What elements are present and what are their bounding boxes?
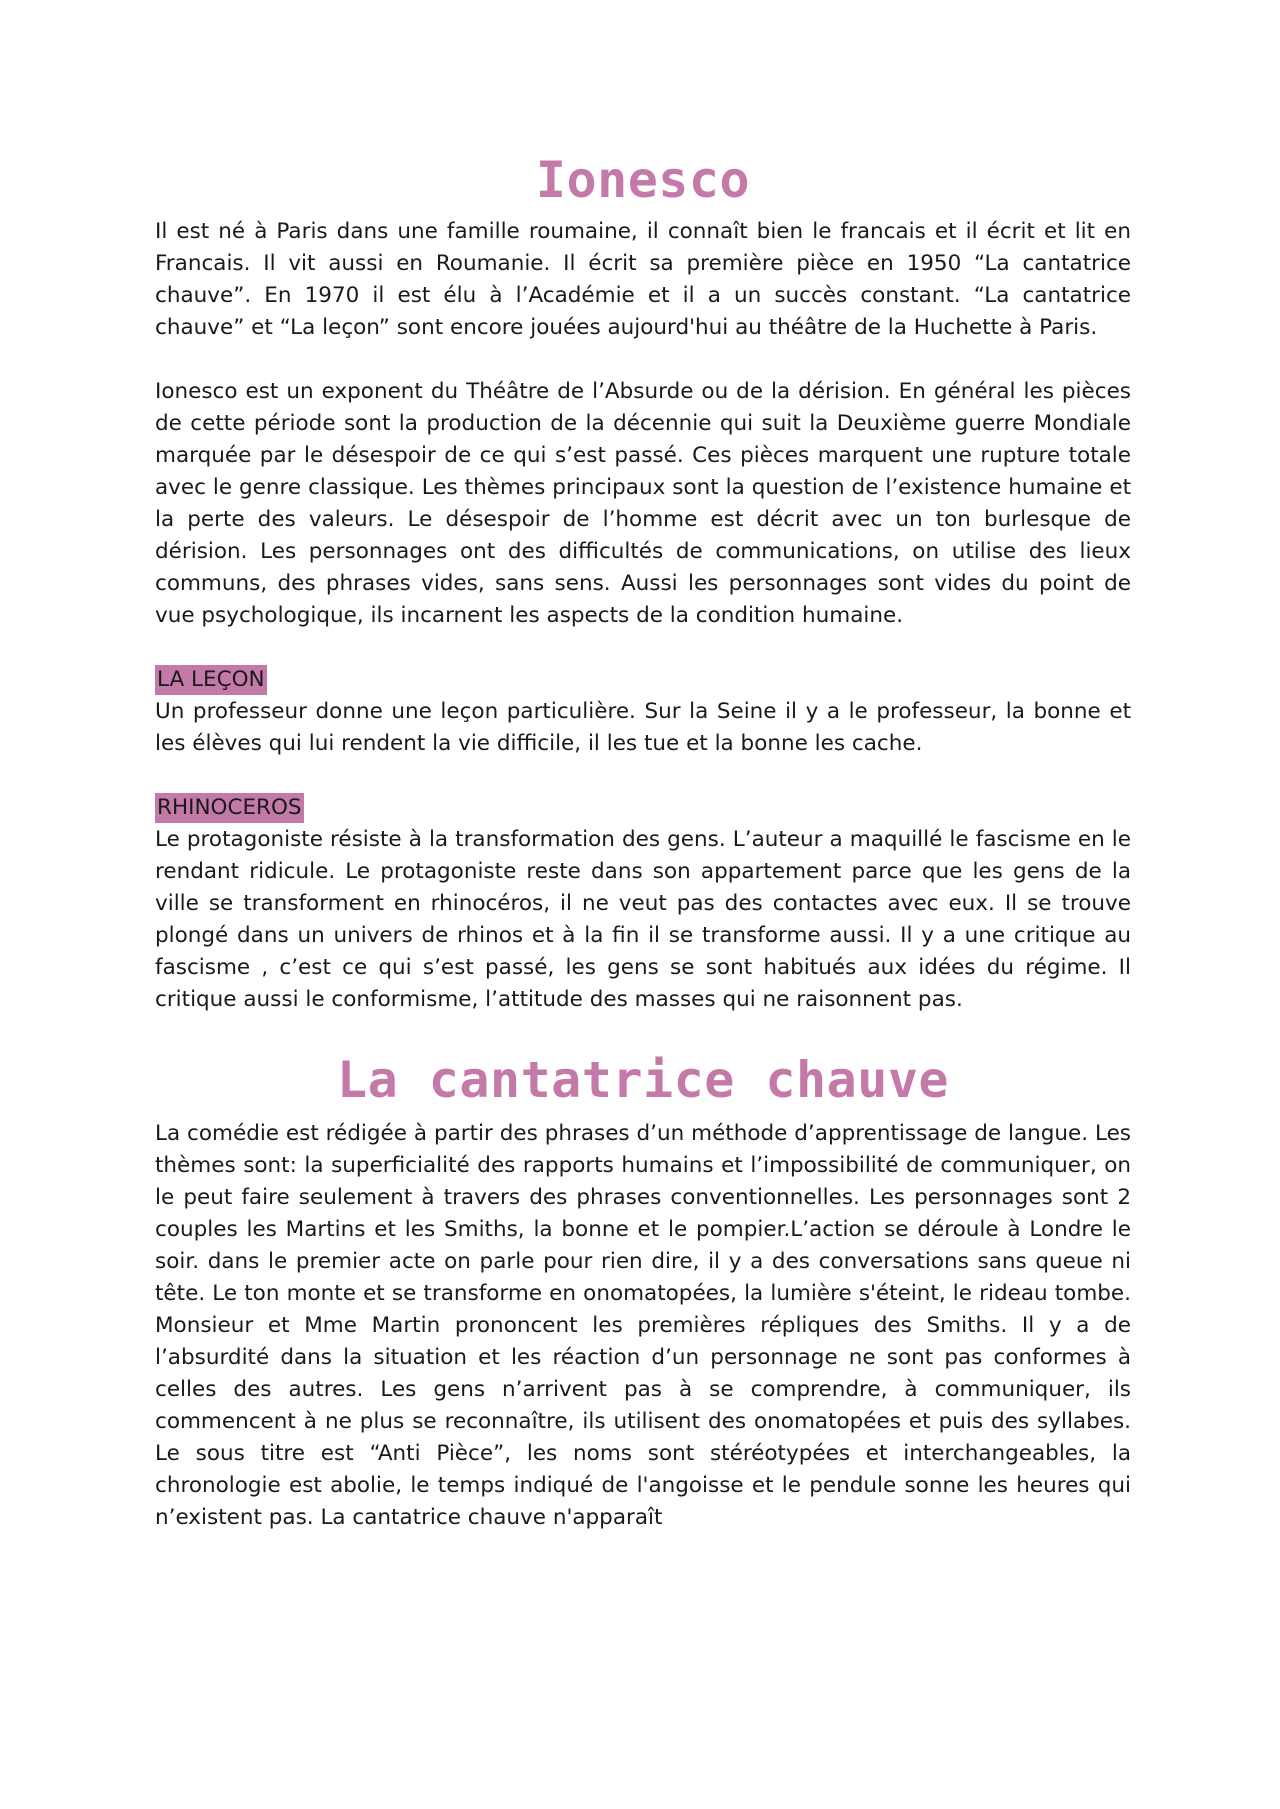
paragraph-cantatrice: La comédie est rédigée à partir des phrases d’un méthode d’apprentissage de langue. Les thèmes sont: la superficialité des rapports humains et l’impossibilité de communiquer, on le peut faire seulement à travers des phrases conventionnelles. Les personnages sont 2 couples les Martins et les Smiths, la bonne et le pompier.L’action se déroule à Londre le soir. dans le premier acte on parle pour rien dire, il y a des conversations sans queue ni tête. Le ton monte et se transforme en onomatopées, la lumière s'éteint, le rideau tombe. Monsieur et Mme Martin prononcent les premières répliques des Smiths. Il y a de l’absurdité dans la situation et les réaction d’un personnage ne sont pas conformes à celles des autres. Les gens n’arrivent pas à se comprendre, à communiquer, ils commencent à ne plus se reconnaître, ils utilisent des onomatopées et puis des syllabes. Le sous titre est “Anti Pièce”, les noms sont stéréotypées et interchangeables, la chronologie est abolie, le temps indiqué de l'angoisse et le pendule sonne les heures qui n’existent pas. La cantatrice chauve n'apparaît: [155, 1121, 1131, 1530]
document-page: [155, 150, 1131, 1534]
paragraph-rhinoceros: Le protagoniste résiste à la transformation des gens. L’auteur a maquillé le fascisme en le rendant ridicule. Le protagoniste reste dans son appartement parce que les gens de la ville se transforment en rhinocéros, il ne veut pas des contactes avec eux. Il se trouve plongé dans un univers de rhinos et à la fin il se transforme aussi. Il y a une critique au fascisme , c’est ce qui s’est passé, les gens se sont habitués aux idées du régime. Il critique aussi le conformisme, l’attitude des masses qui ne raisonnent pas.: [155, 827, 1131, 1012]
spacer: [155, 344, 1131, 376]
title-la-cantatrice-chauve: La cantatrice chauve: [336, 1051, 950, 1109]
paragraph-la-lecon: Un professeur donne une leçon particulière. Sur la Seine il y a le professeur, la bonne et les élèves qui lui rendent la vie difficile, il les tue et la bonne les cache.: [155, 699, 1131, 756]
spacer: [155, 632, 1131, 664]
title-ionesco: Ionesco: [535, 151, 751, 209]
section-la-lecon: [155, 664, 1131, 760]
spacer: [155, 760, 1131, 792]
paragraph-absurd-theatre: Ionesco est un exponent du Théâtre de l’Absurde ou de la dérision. En général les pièces de cette période sont la production de la décennie qui suit la Deuxième guerre Mondiale marquée par le désespoir de ce qui s’est passé. Ces pièces marquent une rupture totale avec le genre classique. Les thèmes principaux sont la question de l’existence humaine et la perte des valeurs. Le désespoir de l’homme est décrit avec un ton burlesque de dérision. Les personnages ont des difficultés de communications, on utilise des lieux communs, des phrases vides, sans sens. Aussi les personnages sont vides du point de vue psychologique, ils incarnent les aspects de la condition humaine.: [155, 379, 1131, 628]
heading-rhinoceros: RHINOCEROS: [155, 793, 304, 823]
section-rhinoceros: [155, 792, 1131, 1016]
heading-la-lecon: LA LEÇON: [155, 665, 267, 695]
paragraph-biography: Il est né à Paris dans une famille roumaine, il connaît bien le francais et il écrit et lit en Francais. Il vit aussi en Roumanie. Il écrit sa première pièce en 1950 “La cantatrice chauve”. En 1970 il est élu à l’Académie et il a un succès constant. “La cantatrice chauve” et “La leçon” sont encore jouées aujourd'hui au théâtre de la Huchette à Paris.: [155, 219, 1131, 340]
